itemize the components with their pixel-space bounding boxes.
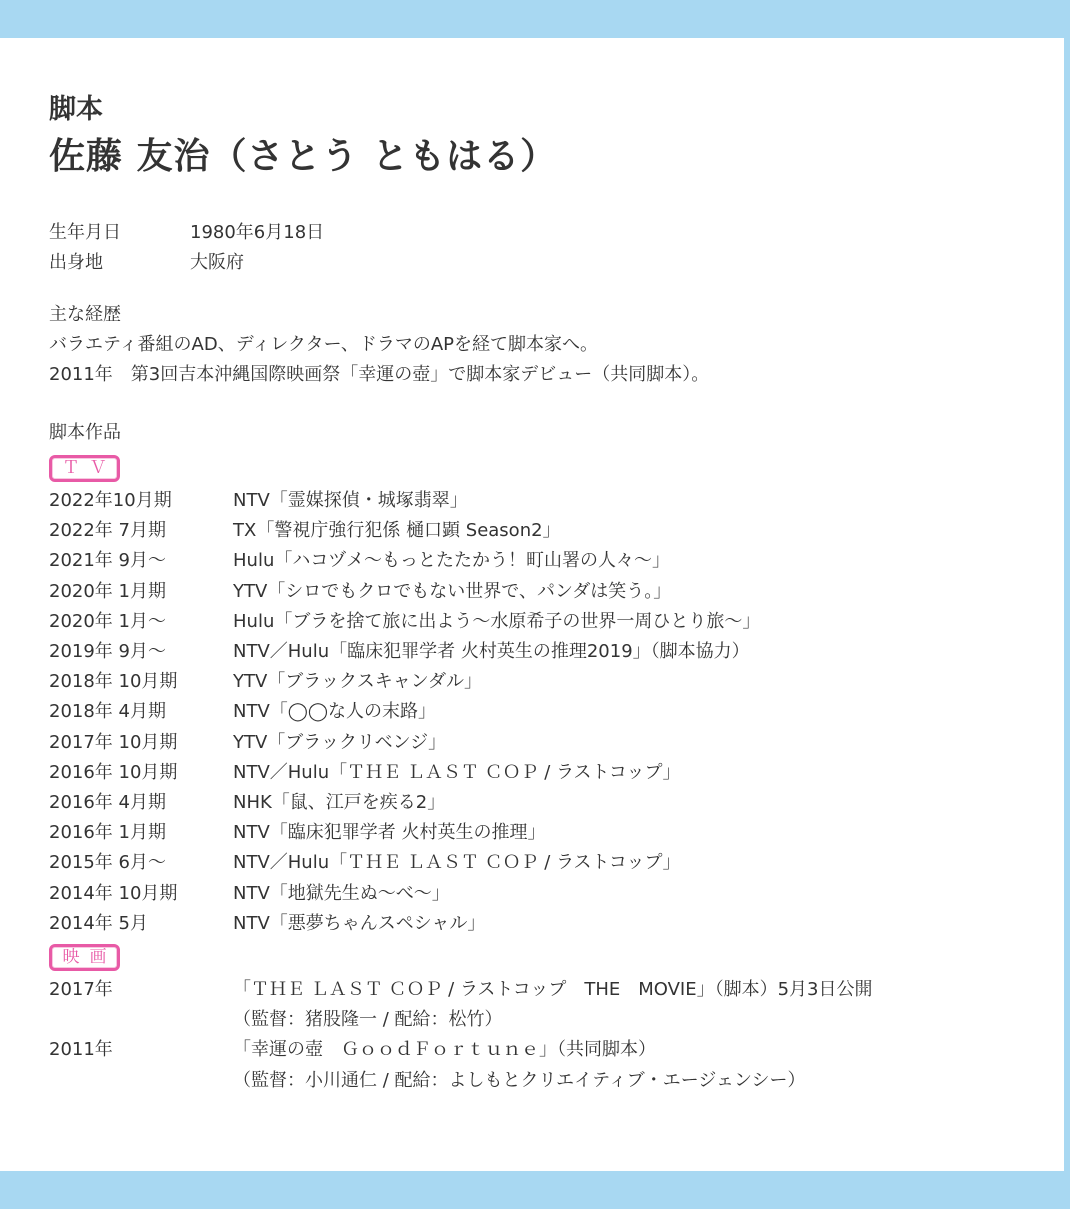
movie-credits: （監督：猪股隆一 / 配給：松竹） bbox=[233, 1009, 503, 1031]
work-title: YTV「ブラックスキャンダル」 bbox=[233, 671, 483, 693]
birthdate-value: 1980年6月18日 bbox=[190, 222, 325, 243]
work-date: 2017年 10月期 bbox=[49, 731, 178, 753]
tv-badge: ＴＶ bbox=[49, 455, 120, 482]
bottom-frame-bar bbox=[0, 1171, 1070, 1209]
career-heading: 主な経歴 bbox=[49, 304, 121, 325]
movie-badge-row bbox=[49, 939, 1049, 975]
work-title: Hulu「ブラを捨て旅に出よう〜水原希子の世界一周ひとり旅〜」 bbox=[233, 610, 761, 632]
movie-works-list bbox=[49, 975, 1049, 1096]
profile-info bbox=[49, 218, 1049, 278]
list-item bbox=[49, 516, 1049, 546]
list-item bbox=[49, 486, 1049, 516]
list-item bbox=[49, 637, 1049, 667]
work-date: 2017年 bbox=[49, 979, 113, 1001]
birthplace-value: 大阪府 bbox=[190, 252, 244, 273]
birthplace-label: 出身地 bbox=[49, 252, 103, 273]
work-title: NTV「悪夢ちゃんスペシャル」 bbox=[233, 912, 486, 934]
info-row-birthplace bbox=[49, 248, 1049, 278]
movie-title: 「ＴＨＥ ＬＡＳＴ ＣＯＰ / ラストコップ THE MOVIE」（脚本）5月3日公開 bbox=[233, 979, 873, 1001]
right-frame-bar bbox=[1064, 38, 1070, 1171]
info-row-birthdate bbox=[49, 218, 1049, 248]
work-title: YTV「シロでもクロでもない世界で、パンダは笑う。」 bbox=[233, 580, 672, 602]
list-item bbox=[49, 697, 1049, 727]
list-item bbox=[49, 788, 1049, 818]
list-item bbox=[49, 879, 1049, 909]
movie-title: 「幸運の壺 ＧｏｏｄＦｏｒｔｕｎｅ」（共同脚本） bbox=[233, 1039, 656, 1061]
work-date: 2011年 bbox=[49, 1039, 113, 1061]
work-date: 2018年 4月期 bbox=[49, 701, 166, 723]
profile-content bbox=[49, 90, 1049, 1096]
tv-works-list bbox=[49, 486, 1049, 939]
career-section bbox=[49, 300, 1049, 390]
work-date: 2021年 9月〜 bbox=[49, 550, 166, 572]
work-date: 2019年 9月〜 bbox=[49, 641, 166, 663]
work-title: TX「警視庁強行犯係 樋口顕 Season2」 bbox=[233, 520, 561, 542]
work-title: NTV「◯◯な人の末路」 bbox=[233, 701, 437, 723]
work-title: NTV「霊媒探偵・城塚翡翠」 bbox=[233, 490, 468, 511]
work-date: 2018年 10月期 bbox=[49, 671, 178, 693]
work-title: NTV「地獄先生ぬ〜べ〜」 bbox=[233, 882, 450, 904]
work-date: 2015年 6月〜 bbox=[49, 852, 166, 874]
list-item bbox=[49, 577, 1049, 607]
career-line: バラエティ番組のAD、ディレクター、ドラマのAPを経て脚本家へ。 bbox=[49, 334, 599, 355]
work-date: 2022年10月期 bbox=[49, 490, 172, 511]
list-item bbox=[49, 909, 1049, 939]
work-title: NHK「鼠、江戸を疾る2」 bbox=[233, 792, 446, 814]
role-heading: 脚本 bbox=[49, 94, 103, 125]
work-date: 2014年 10月期 bbox=[49, 882, 178, 904]
work-date: 2016年 10月期 bbox=[49, 761, 178, 783]
birthdate-label: 生年月日 bbox=[49, 222, 121, 243]
movie-credits: （監督：小川通仁 / 配給：よしもとクリエイティブ・エージェンシー） bbox=[233, 1069, 806, 1091]
work-date: 2016年 1月期 bbox=[49, 822, 166, 844]
list-item bbox=[49, 728, 1049, 758]
top-frame-bar bbox=[0, 0, 1070, 38]
list-item bbox=[49, 848, 1049, 878]
work-title: Hulu「ハコヅメ〜もっとたたかう！町山署の人々〜」 bbox=[233, 550, 670, 572]
work-title: NTV／Hulu「ＴＨＥ ＬＡＳＴ ＣＯＰ / ラストコップ」 bbox=[233, 852, 681, 874]
movie-details bbox=[233, 975, 873, 1035]
work-title: NTV／Hulu「臨床犯罪学者 火村英生の推理2019」（脚本協力） bbox=[233, 641, 750, 663]
work-title: NTV／Hulu「ＴＨＥ ＬＡＳＴ ＣＯＰ / ラストコップ」 bbox=[233, 761, 681, 783]
work-title: NTV「臨床犯罪学者 火村英生の推理」 bbox=[233, 822, 546, 844]
work-date: 2016年 4月期 bbox=[49, 792, 166, 814]
tv-badge-row bbox=[49, 450, 1049, 486]
list-item bbox=[49, 758, 1049, 788]
movie-badge: 映画 bbox=[49, 944, 120, 971]
list-item bbox=[49, 975, 1049, 1035]
list-item bbox=[49, 667, 1049, 697]
work-date: 2020年 1月〜 bbox=[49, 610, 166, 632]
list-item bbox=[49, 546, 1049, 576]
work-date: 2022年 7月期 bbox=[49, 520, 166, 542]
career-line: 2011年 第3回吉本沖縄国際映画祭「幸運の壺」で脚本家デビュー（共同脚本）。 bbox=[49, 364, 710, 385]
list-item bbox=[49, 607, 1049, 637]
list-item bbox=[49, 818, 1049, 848]
person-name: 佐藤 友治（さとう ともはる） bbox=[49, 136, 558, 177]
work-date: 2020年 1月期 bbox=[49, 580, 166, 602]
work-date: 2014年 5月 bbox=[49, 912, 148, 934]
work-title: YTV「ブラックリベンジ」 bbox=[233, 731, 447, 753]
list-item bbox=[49, 1035, 1049, 1095]
works-heading: 脚本作品 bbox=[49, 422, 121, 443]
movie-details bbox=[233, 1035, 806, 1095]
